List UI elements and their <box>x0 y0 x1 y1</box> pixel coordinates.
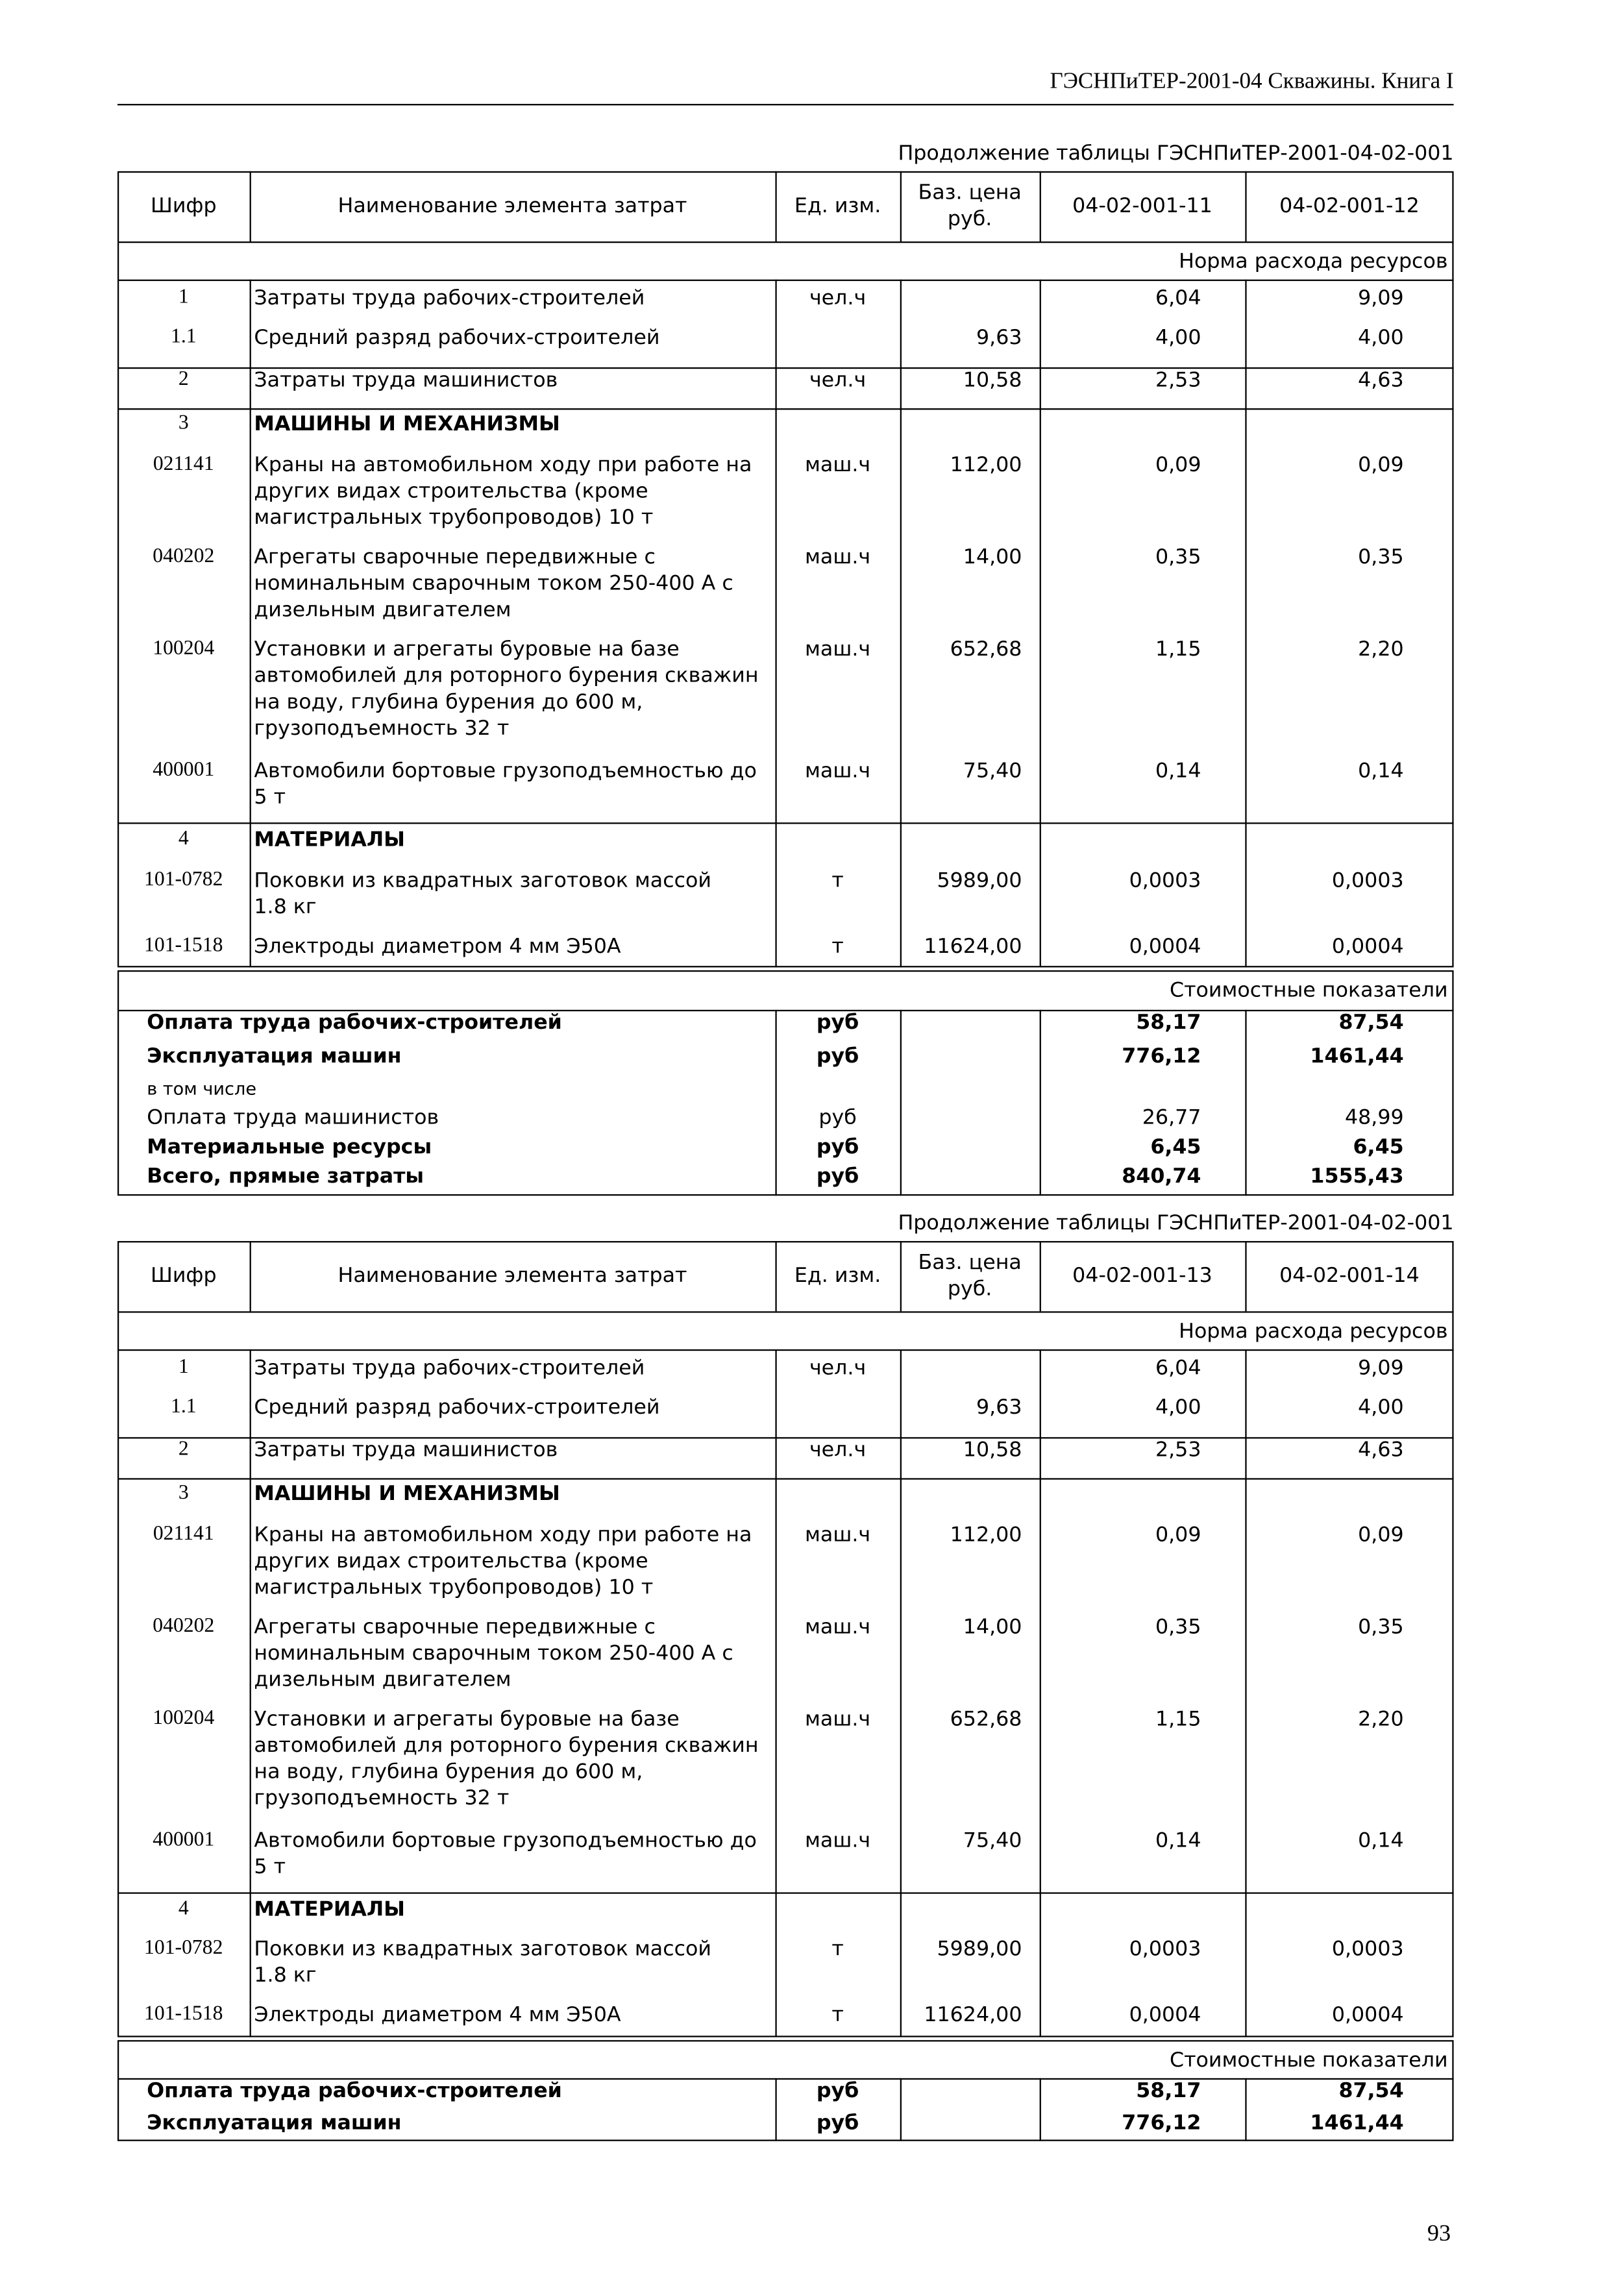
row-value-b: 9,09 <box>1358 1357 1404 1381</box>
row-name-line: Поковки из квадратных заготовок массой <box>254 869 712 893</box>
row-name-line: номинальным сварочным током 250-400 А с <box>254 1641 733 1665</box>
row-value-a: 0,09 <box>1155 1523 1201 1547</box>
row-name-line: 5 т <box>254 785 286 809</box>
row-code: 1 <box>178 286 189 309</box>
row-name-line: других видах строительства (кроме <box>254 1549 648 1573</box>
row-name-line: Средний разряд рабочих-строителей <box>254 326 660 350</box>
row-code: 101-1518 <box>144 2003 223 2026</box>
row-code: 1 <box>178 1357 189 1379</box>
row-code: 100204 <box>153 638 215 660</box>
row-name-line: Затраты труда машинистов <box>254 1438 558 1462</box>
cost-row-value-b: 6,45 <box>1353 1135 1404 1159</box>
group-heading: МАТЕРИАЛЫ <box>254 1898 405 1922</box>
row-value-a: 0,0004 <box>1129 935 1201 959</box>
row-value-b: 0,09 <box>1358 453 1404 478</box>
row-base-price: 14,00 <box>963 546 1022 570</box>
row-value-b: 0,0004 <box>1331 2003 1404 2027</box>
cost-row-value-a: 58,17 <box>1136 1011 1201 1035</box>
row-unit: маш.ч <box>805 1523 871 1547</box>
row-value-a: 0,35 <box>1155 1616 1201 1640</box>
table-continuation-caption: Продолжение таблицы ГЭСНПиТЕР-2001-04-02-001 <box>898 1211 1454 1236</box>
row-code: 101-1518 <box>144 935 223 957</box>
norm-label-rule <box>117 1349 1454 1351</box>
row-unit: чел.ч <box>809 369 867 393</box>
row-value-b: 0,14 <box>1358 759 1404 783</box>
cost-row-label: Эксплуатация машин <box>147 2111 402 2135</box>
row-base-price: 9,63 <box>976 326 1022 350</box>
row-value-b: 4,63 <box>1358 369 1404 393</box>
row-code: 040202 <box>153 1616 215 1638</box>
group-divider-rule <box>117 408 1454 410</box>
row-value-a: 4,00 <box>1155 326 1201 350</box>
row-name-line: Электроды диаметром 4 мм Э50А <box>254 935 621 959</box>
row-value-b: 2,20 <box>1358 638 1404 662</box>
row-code: 1.1 <box>170 326 197 349</box>
cost-row-label: Всего, прямые затраты <box>147 1164 424 1188</box>
row-value-a: 0,35 <box>1155 546 1201 570</box>
row-unit: чел.ч <box>809 1357 867 1381</box>
norm-section-label: Норма расхода ресурсов <box>1179 1320 1448 1344</box>
row-unit: маш.ч <box>805 546 871 570</box>
norm-label-rule <box>117 280 1454 281</box>
cost-row-value-b: 1461,44 <box>1310 2111 1404 2135</box>
cost-row-label: Оплата труда машинистов <box>147 1106 439 1130</box>
row-base-price: 75,40 <box>963 759 1022 783</box>
row-value-a: 6,04 <box>1155 1357 1201 1381</box>
row-name-line: Автомобили бортовые грузоподъемностью до <box>254 759 757 783</box>
column-header-code-b: 04-02-001-14 <box>1279 1264 1420 1288</box>
row-unit: т <box>831 2003 844 2027</box>
row-code: 400001 <box>153 759 215 782</box>
row-name-line: магистральных трубопроводов) 10 т <box>254 1576 654 1600</box>
row-code: 101-0782 <box>144 1937 223 1960</box>
cost-column-divider <box>900 1010 902 1196</box>
row-value-a: 0,14 <box>1155 1829 1201 1853</box>
cost-row-unit: руб <box>816 2111 859 2135</box>
row-name-line: автомобилей для роторного бурения скважин <box>254 664 759 688</box>
column-header-code-b: 04-02-001-12 <box>1279 194 1420 218</box>
row-code: 021141 <box>153 1523 214 1546</box>
row-unit: маш.ч <box>805 638 871 662</box>
row-name-line: Затраты труда машинистов <box>254 369 558 393</box>
row-name-line: Установки и агрегаты буровые на базе <box>254 1708 680 1732</box>
row-name-line: Средний разряд рабочих-строителей <box>254 1396 660 1420</box>
cost-row-value-b: 87,54 <box>1338 2080 1404 2104</box>
cost-row-unit: руб <box>816 1164 859 1188</box>
row-name-line: Краны на автомобильном ходу при работе на <box>254 1523 752 1547</box>
row-value-b: 0,0003 <box>1331 869 1404 893</box>
column-header-code-a: 04-02-001-13 <box>1072 1264 1212 1288</box>
cost-row-unit: руб <box>816 2080 859 2104</box>
row-code: 040202 <box>153 546 215 568</box>
row-value-b: 0,0004 <box>1331 935 1404 959</box>
row-unit: чел.ч <box>809 1438 867 1462</box>
column-header-price-line1: Баз. цена <box>918 1251 1022 1275</box>
row-value-b: 0,35 <box>1358 546 1404 570</box>
cost-section-frame <box>117 970 1454 1196</box>
row-value-b: 4,00 <box>1358 1396 1404 1420</box>
row-name-line: 5 т <box>254 1856 286 1880</box>
row-value-b: 0,0003 <box>1331 1937 1404 1961</box>
row-value-a: 4,00 <box>1155 1396 1201 1420</box>
cost-row-value-b: 1555,43 <box>1310 1164 1404 1188</box>
row-name-line: Автомобили бортовые грузоподъемностью до <box>254 1829 757 1853</box>
row-name-line: грузоподъемность 32 т <box>254 717 510 741</box>
row-code: 400001 <box>153 1829 215 1852</box>
row-code: 1.1 <box>170 1396 197 1418</box>
row-value-a: 1,15 <box>1155 638 1201 662</box>
table-continuation-caption: Продолжение таблицы ГЭСНПиТЕР-2001-04-02-001 <box>898 141 1454 166</box>
row-name-line: дизельным двигателем <box>254 598 511 622</box>
cost-row-value-b: 48,99 <box>1344 1106 1404 1130</box>
cost-section-label: Стоимостные показатели <box>1169 979 1448 1003</box>
cost-row-label: Оплата труда рабочих-строителей <box>147 2080 562 2104</box>
row-value-b: 4,63 <box>1358 1438 1404 1462</box>
cost-row-value-a: 26,77 <box>1142 1106 1201 1130</box>
row-code: 4 <box>178 1898 189 1921</box>
column-header-price-line2: руб. <box>947 1277 992 1301</box>
cost-row-unit: руб <box>818 1106 857 1130</box>
cost-row-label: Материальные ресурсы <box>147 1135 432 1159</box>
row-name-line: Затраты труда рабочих-строителей <box>254 286 645 311</box>
body-column-divider <box>250 1349 251 2037</box>
row-code: 101-0782 <box>144 869 223 892</box>
column-header-code-a: 04-02-001-11 <box>1072 194 1212 218</box>
body-column-divider <box>250 280 251 968</box>
cost-row-unit: руб <box>816 1044 859 1069</box>
cost-row-value-a: 776,12 <box>1122 1044 1201 1069</box>
row-base-price: 112,00 <box>950 453 1022 478</box>
row-value-a: 0,0003 <box>1129 869 1201 893</box>
row-name-line: на воду, глубина бурения до 600 м, <box>254 1760 643 1784</box>
group-divider-rule <box>117 822 1454 824</box>
cost-row-value-a: 6,45 <box>1150 1135 1201 1159</box>
row-code: 2 <box>178 1438 189 1461</box>
row-code: 021141 <box>153 453 214 476</box>
row-unit: маш.ч <box>805 759 871 783</box>
row-value-b: 0,35 <box>1358 1616 1404 1640</box>
row-name-line: Установки и агрегаты буровые на базе <box>254 638 680 662</box>
row-value-b: 2,20 <box>1358 1708 1404 1732</box>
row-value-a: 1,15 <box>1155 1708 1201 1732</box>
cost-row-label: Оплата труда рабочих-строителей <box>147 1011 562 1035</box>
cost-row-unit: руб <box>816 1135 859 1159</box>
cost-row-value-a: 58,17 <box>1136 2080 1201 2104</box>
cost-row-value-b: 1461,44 <box>1310 1044 1404 1069</box>
row-unit: т <box>831 935 844 959</box>
row-value-b: 9,09 <box>1358 286 1404 311</box>
row-value-b: 0,09 <box>1358 1523 1404 1547</box>
row-name-line: Агрегаты сварочные передвижные с <box>254 546 656 570</box>
row-name-line: Агрегаты сварочные передвижные с <box>254 1616 656 1640</box>
row-unit: маш.ч <box>805 453 871 478</box>
row-base-price: 75,40 <box>963 1829 1022 1853</box>
row-value-a: 2,53 <box>1155 1438 1201 1462</box>
row-name-line: Поковки из квадратных заготовок массой <box>254 1937 712 1961</box>
row-base-price: 652,68 <box>950 638 1022 662</box>
group-heading: МАТЕРИАЛЫ <box>254 828 405 852</box>
row-unit: т <box>831 869 844 893</box>
row-unit: маш.ч <box>805 1708 871 1732</box>
row-unit: т <box>831 1937 844 1961</box>
header-rule <box>117 104 1454 105</box>
column-header-price-line1: Баз. цена <box>918 181 1022 205</box>
page-header-title: ГЭСНПиТЕР-2001-04 Скважины. Книга I <box>1050 68 1454 94</box>
row-value-a: 0,0004 <box>1129 2003 1201 2027</box>
column-header-name: Наименование элемента затрат <box>338 1264 687 1288</box>
column-header-code: Шифр <box>150 1264 217 1288</box>
row-base-price: 11624,00 <box>924 2003 1022 2027</box>
row-name-line: номинальным сварочным током 250-400 А с <box>254 572 733 596</box>
row-name-line: Электроды диаметром 4 мм Э50А <box>254 2003 621 2027</box>
row-name-line: 1.8 кг <box>254 895 317 920</box>
row-code: 2 <box>178 369 189 391</box>
norm-section-label: Норма расхода ресурсов <box>1179 250 1448 274</box>
row-base-price: 5989,00 <box>937 869 1022 893</box>
row-base-price: 9,63 <box>976 1396 1022 1420</box>
row-value-b: 4,00 <box>1358 326 1404 350</box>
row-unit: маш.ч <box>805 1616 871 1640</box>
row-unit: маш.ч <box>805 1829 871 1853</box>
row-code: 3 <box>178 412 189 435</box>
row-value-b: 0,14 <box>1358 1829 1404 1853</box>
cost-row-value-b: 87,54 <box>1338 1011 1404 1035</box>
row-value-a: 2,53 <box>1155 369 1201 393</box>
row-name-line: магистральных трубопроводов) 10 т <box>254 506 654 530</box>
row-name-line: Краны на автомобильном ходу при работе на <box>254 453 752 478</box>
group-heading: МАШИНЫ И МЕХАНИЗМЫ <box>254 412 560 436</box>
cost-row-value-a: 840,74 <box>1122 1164 1201 1188</box>
page-number: 93 <box>1427 2221 1451 2247</box>
column-header-unit: Ед. изм. <box>794 1264 881 1288</box>
group-divider-rule <box>117 1478 1454 1479</box>
row-base-price: 5989,00 <box>937 1937 1022 1961</box>
row-name-line: Затраты труда рабочих-строителей <box>254 1357 645 1381</box>
cost-column-divider <box>900 2078 902 2141</box>
row-name-line: дизельным двигателем <box>254 1668 511 1692</box>
row-value-a: 0,14 <box>1155 759 1201 783</box>
row-name-line: на воду, глубина бурения до 600 м, <box>254 691 643 715</box>
row-name-line: грузоподъемность 32 т <box>254 1787 510 1811</box>
row-name-line: других видах строительства (кроме <box>254 480 648 504</box>
cost-row-unit: руб <box>816 1011 859 1035</box>
row-unit: чел.ч <box>809 286 867 311</box>
row-value-a: 0,0003 <box>1129 1937 1201 1961</box>
row-code: 100204 <box>153 1708 215 1730</box>
row-name-line: 1.8 кг <box>254 1963 317 1988</box>
header-bottom-rule <box>117 1311 1454 1312</box>
row-base-price: 112,00 <box>950 1523 1022 1547</box>
row-value-a: 6,04 <box>1155 286 1201 311</box>
cost-section-label: Стоимостные показатели <box>1169 2048 1448 2072</box>
cost-row-label: в том числе <box>147 1078 257 1100</box>
row-base-price: 11624,00 <box>924 935 1022 959</box>
column-header-code: Шифр <box>150 194 217 218</box>
row-base-price: 14,00 <box>963 1616 1022 1640</box>
row-base-price: 652,68 <box>950 1708 1022 1732</box>
row-base-price: 10,58 <box>963 1438 1022 1462</box>
row-value-a: 0,09 <box>1155 453 1201 478</box>
cost-row-label: Эксплуатация машин <box>147 1044 402 1069</box>
column-header-unit: Ед. изм. <box>794 194 881 218</box>
row-code: 4 <box>178 828 189 851</box>
group-divider-rule <box>117 1892 1454 1893</box>
header-bottom-rule <box>117 241 1454 243</box>
row-code: 3 <box>178 1482 189 1505</box>
column-header-name: Наименование элемента затрат <box>338 194 687 218</box>
cost-row-value-a: 776,12 <box>1122 2111 1201 2135</box>
group-heading: МАШИНЫ И МЕХАНИЗМЫ <box>254 1482 560 1506</box>
column-header-price-line2: руб. <box>947 208 992 232</box>
row-base-price: 10,58 <box>963 369 1022 393</box>
row-name-line: автомобилей для роторного бурения скважин <box>254 1734 759 1758</box>
